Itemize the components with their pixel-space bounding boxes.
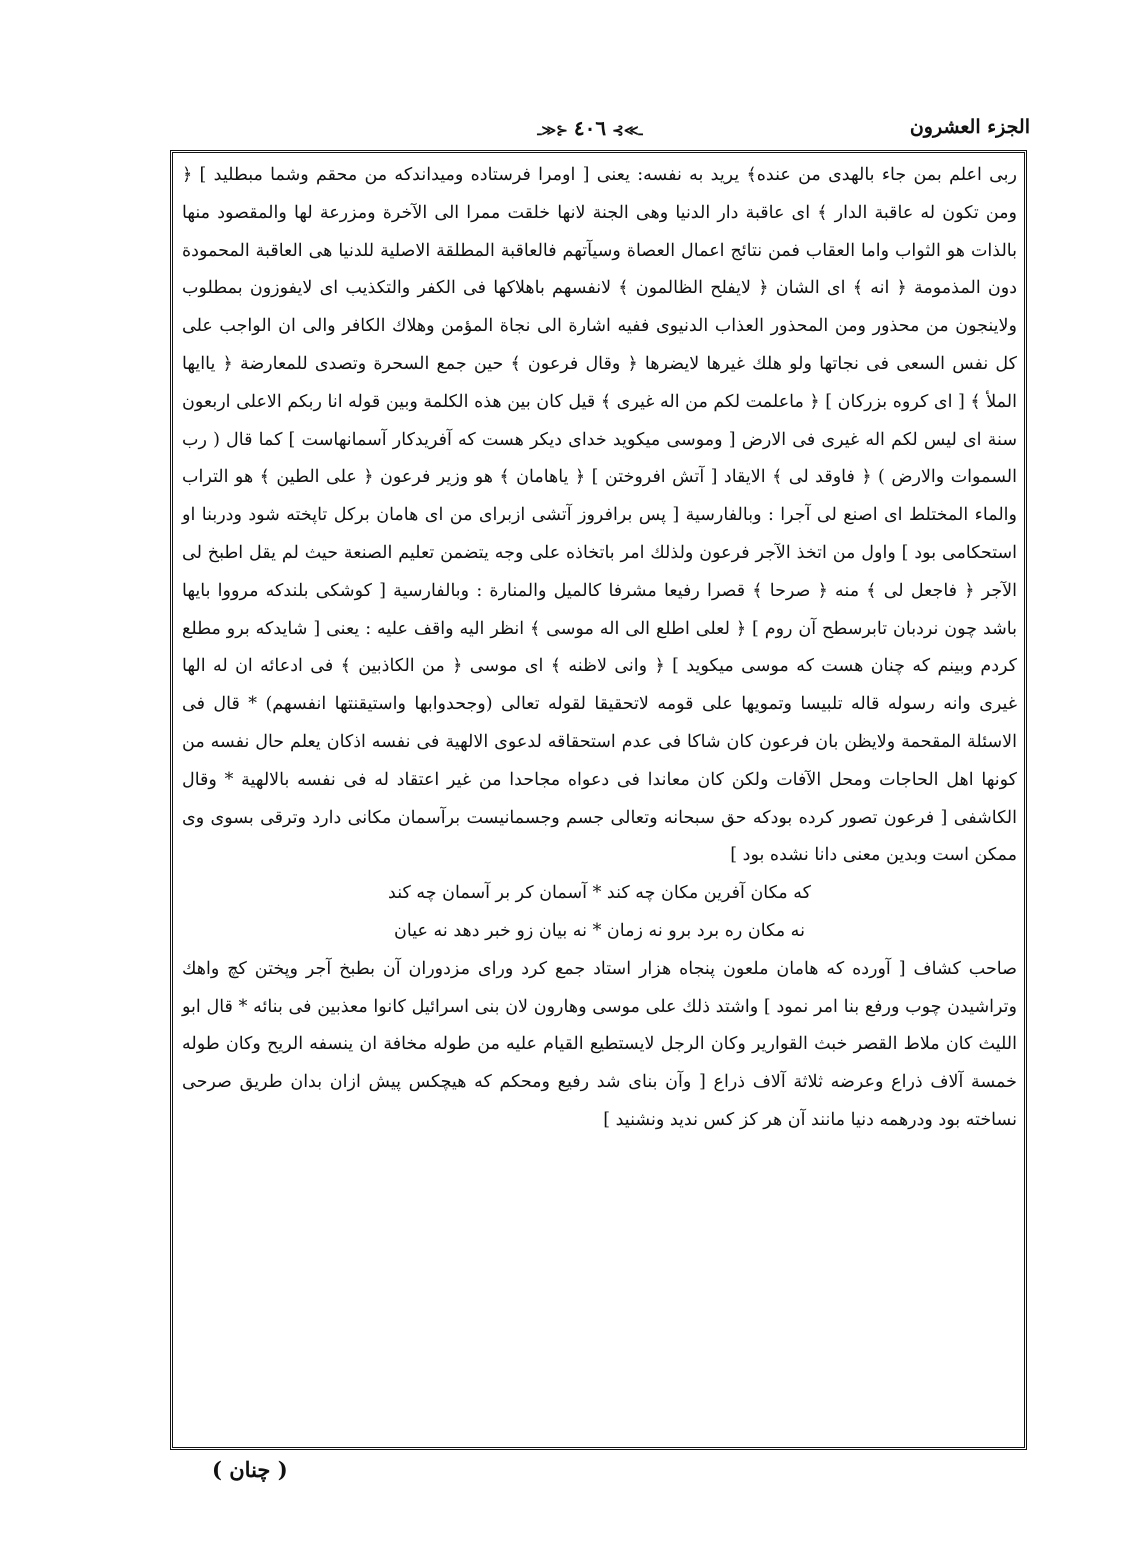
page-number: ٤٠٦ <box>573 116 607 140</box>
main-text <box>182 157 1017 1140</box>
paragraph-commentary-1: ربى اعلم بمن جاء بالهدى من عنده﴾ يريد به نفسه: يعنى [ اومرا فرستاده وميداندكه من محقم وشما مبطليد ] ﴿ ومن تكون له عاقبة الدار ﴾ اى عاقبة دار الدنيا وهى الجنة لانها خلقت ممرا الى الآخرة ومزرعة لها والمقصود منها بالذات هو الثواب واما العقاب فمن نتائج اعمال العصاة وسيآتهم فالعاقبة المطلقة الاصلية للدنيا هى العاقبة المحمودة دون المذمومة ﴿ انه ﴾ اى الشان ﴿ لايفلح الظالمون ﴾ لانفسهم باهلاكها فى الكفر والتكذيب اى لايفوزون بمطلوب ولاينجون من محذور ومن المحذور العذاب الدنيوى ففيه اشارة الى نجاة المؤمن وهلاك الكافر والى ان الواجب على كل نفس السعى فى نجاتها ولو هلك غيرها لايضرها ﴿ وقال فرعون ﴾ حين جمع السحرة وتصدى للمعارضة ﴿ ياايها الملأ ﴾ [ اى كروه بزركان ] ﴿ ماعلمت لكم من اله غيرى ﴾ قيل كان بين هذه الكلمة وبين قوله انا ربكم الاعلى اربعون سنة اى ليس لكم اله غيرى فى الارض [ وموسى ميكويد خداى ديكر هست كه آفريدكار آسمانهاست ] كما قال ( رب السموات والارض ) ﴿ فاوقد لى ﴾ الايقاد [ آتش افروختن ] ﴿ ياهامان ﴾ هو وزير فرعون ﴿ على الطين ﴾ هو التراب والماء المختلط اى اصنع لى آجرا : وبالفارسية [ پس برافروز آتشى ازبراى من اى هامان بركل تاپخته شود ودربنا او استحكامى بود ] واول من اتخذ الآجر فرعون ولذلك امر باتخاذه على وجه يتضمن تعليم الصنعة حيث لم يقل اطبخ لى الآجر ﴿ فاجعل لى ﴾ منه ﴿ صرحا ﴾ قصرا رفيعا مشرفا كالميل والمنارة : وبالفارسية [ كوشكى بلندكه مرووا بايها باشد چون نردبان تابرسطح آن روم ] ﴿ لعلى اطلع الى اله موسى ﴾ انظر اليه واقف عليه : يعنى [ شايدكه برو مطلع كردم وبينم كه چنان هست كه موسى ميكويد ] ﴿ وانى لاظنه ﴾ اى موسى ﴿ من الكاذبين ﴾ فى ادعائه ان له الها غيرى وانه رسوله قاله تلبيسا وتمويها على قومه لاتحقيقا لقوله تعالى (وجحدوابها واستيقنتها انفسهم) * قال فى الاسئلة المقحمة ولايظن بان فرعون كان شاكا فى عدم استحقاقه لدعوى الالهية فى نفسه اذكان يعلم حال نفسه من كونها اهل الحاجات ومحل الآفات ولكن كان معاندا فى دعواه مجاحدا من غير اعتقاد له فى نفسه بالالهية * وقال الكاشفى [ فرعون تصور كرده بودكه حق سبحانه وتعالى جسم وجسمانيست برآسمان مكانى دارد وترقى بسوى وى ممكن است وبدين معنى دانا نشده بود ] <box>182 165 1017 866</box>
paragraph-commentary-2: صاحب كشاف [ آورده كه هامان ملعون پنجاه هزار استاد جمع كرد وراى مزدوران آن بطبخ آجر وپختن كچ واهك وتراشيدن چوب ورفع بنا امر نمود ] واشتد ذلك على موسى وهارون لان بنى اسرائيل كانوا معذبين فى بنائه * قال ابو الليث كان ملاط القصر خبث القوارير وكان الرجل لايستطيع القيام عليه من طوله مخافة ان ينسفه الريح وكان طوله خمسة آلاف ذراع وعرضه ثلاثة آلاف ذراع [ وآن بناى شد رفيع ومحكم كه هيچكس پيش ازان بدان طريق صرحى نساخته بود ودرهمه دنيا مانند آن هر كز كس نديد ونشنيد ] <box>182 958 1017 1130</box>
section-title: الجزء العشرون <box>909 116 1030 138</box>
verse-line-2: نه مكان ره برد برو نه زمان * نه بيان زو خبر دهد نه عيان <box>394 920 805 941</box>
verse-line-1: كه مكان آفرين مكان چه كند * آسمان كر بر آسمان چه كند <box>388 883 811 904</box>
poem-verses <box>182 875 1017 951</box>
page-header <box>150 116 1030 150</box>
ornament-right: ⊰≪ـ <box>537 123 568 139</box>
catchword: ( چنان ) <box>212 1457 288 1482</box>
page-number-line <box>531 116 648 140</box>
ornament-left: ـ≫⊱ <box>612 123 643 139</box>
